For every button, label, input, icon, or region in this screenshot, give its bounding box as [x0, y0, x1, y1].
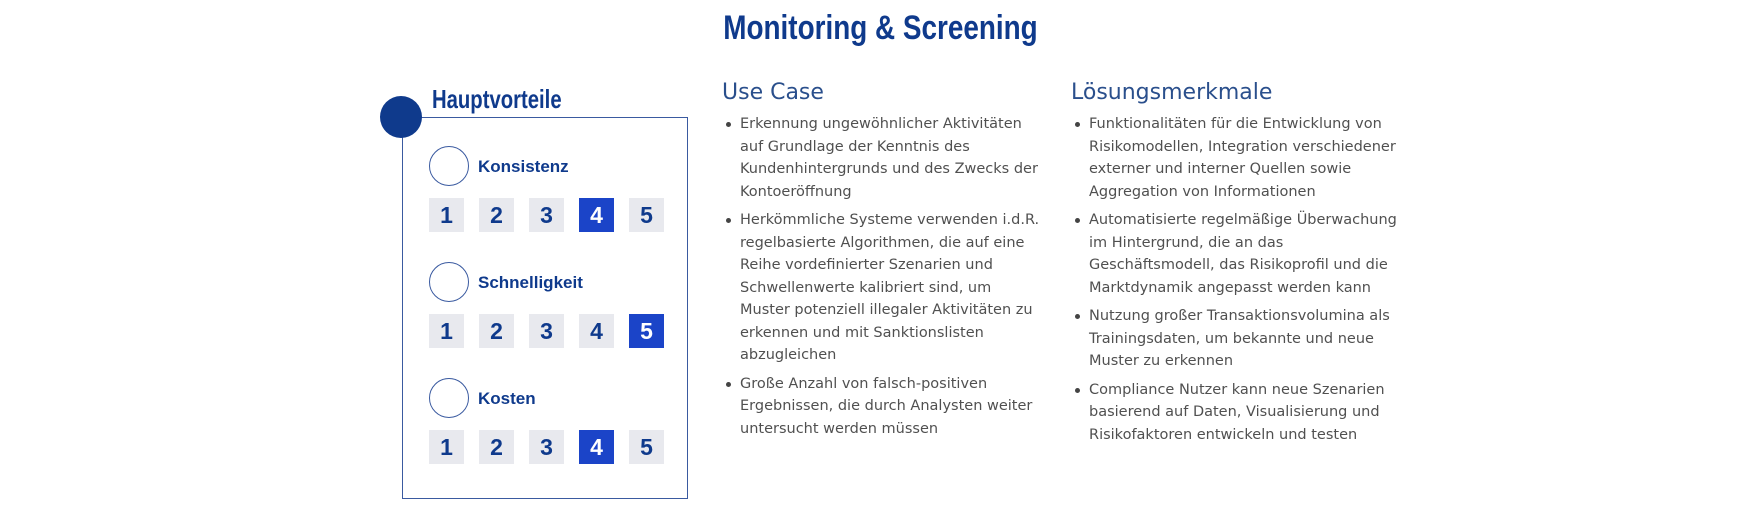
score-box: 2 [479, 314, 514, 348]
criterion-label: Konsistenz [478, 157, 569, 176]
score-box: 2 [479, 430, 514, 464]
features-heading: Lösungsmerkmale [1071, 80, 1273, 105]
criterion-circle [429, 378, 469, 418]
list-item: Automatisierte regelmäßige Überwachung im Hintergrund, die an das Geschäftsmodell, das Risikoprofil und die Marktdynamik angepasst werden kann [1071, 209, 1411, 299]
ratings-title: Hauptvorteile [432, 84, 562, 114]
score-box: 1 [429, 198, 464, 232]
criterion-circle [429, 146, 469, 186]
score-box: 3 [529, 314, 564, 348]
criterion-label: Schnelligkeit [478, 273, 583, 292]
features-list [1071, 113, 1411, 446]
score-box: 1 [429, 430, 464, 464]
score-row [429, 198, 664, 232]
list-item: Erkennung ungewöhnlicher Aktivitäten auf Grundlage der Kenntnis des Kundenhintergrunds und des Zwecks der Kontoeröffnung [722, 113, 1042, 203]
features-section [1071, 80, 1411, 452]
criterion-label: Kosten [478, 389, 536, 408]
list-item: Nutzung großer Transaktionsvolumina als Trainingsdaten, um bekannte und neue Muster zu erkennen [1071, 305, 1411, 373]
score-box: 2 [479, 198, 514, 232]
score-box: 3 [529, 198, 564, 232]
criterion-circle [429, 262, 469, 302]
card-bullet-dot [380, 96, 422, 138]
score-row [429, 314, 664, 348]
list-item: Funktionalitäten für die Entwicklung von Risikomodellen, Integration verschiedener externer und interner Quellen sowie Aggregation von Informationen [1071, 113, 1411, 203]
list-item: Herkömmliche Systeme verwenden i.d.R. regelbasierte Algorithmen, die auf eine Reihe vordefinierter Szenarien und Schwellenwerte kalibriert sind, um Muster potenziell illegaler Aktivitäten zu erkennen und mit Sanktionslisten abzugleichen [722, 209, 1042, 367]
list-item: Große Anzahl von falsch-positiven Ergebnissen, die durch Analysten weiter untersucht werden müssen [722, 373, 1042, 441]
score-box: 4 [579, 430, 614, 464]
page-title: Monitoring & Screening [723, 9, 1038, 47]
score-box: 5 [629, 430, 664, 464]
use-case-heading: Use Case [722, 80, 824, 105]
score-row [429, 430, 664, 464]
use-case-list [722, 113, 1042, 440]
score-box: 4 [579, 314, 614, 348]
score-box: 5 [629, 314, 664, 348]
score-box: 1 [429, 314, 464, 348]
score-box: 3 [529, 430, 564, 464]
score-box: 5 [629, 198, 664, 232]
list-item: Compliance Nutzer kann neue Szenarien basierend auf Daten, Visualisierung und Risikofaktoren entwickeln und testen [1071, 379, 1411, 447]
use-case-section [722, 80, 1042, 446]
score-box: 4 [579, 198, 614, 232]
